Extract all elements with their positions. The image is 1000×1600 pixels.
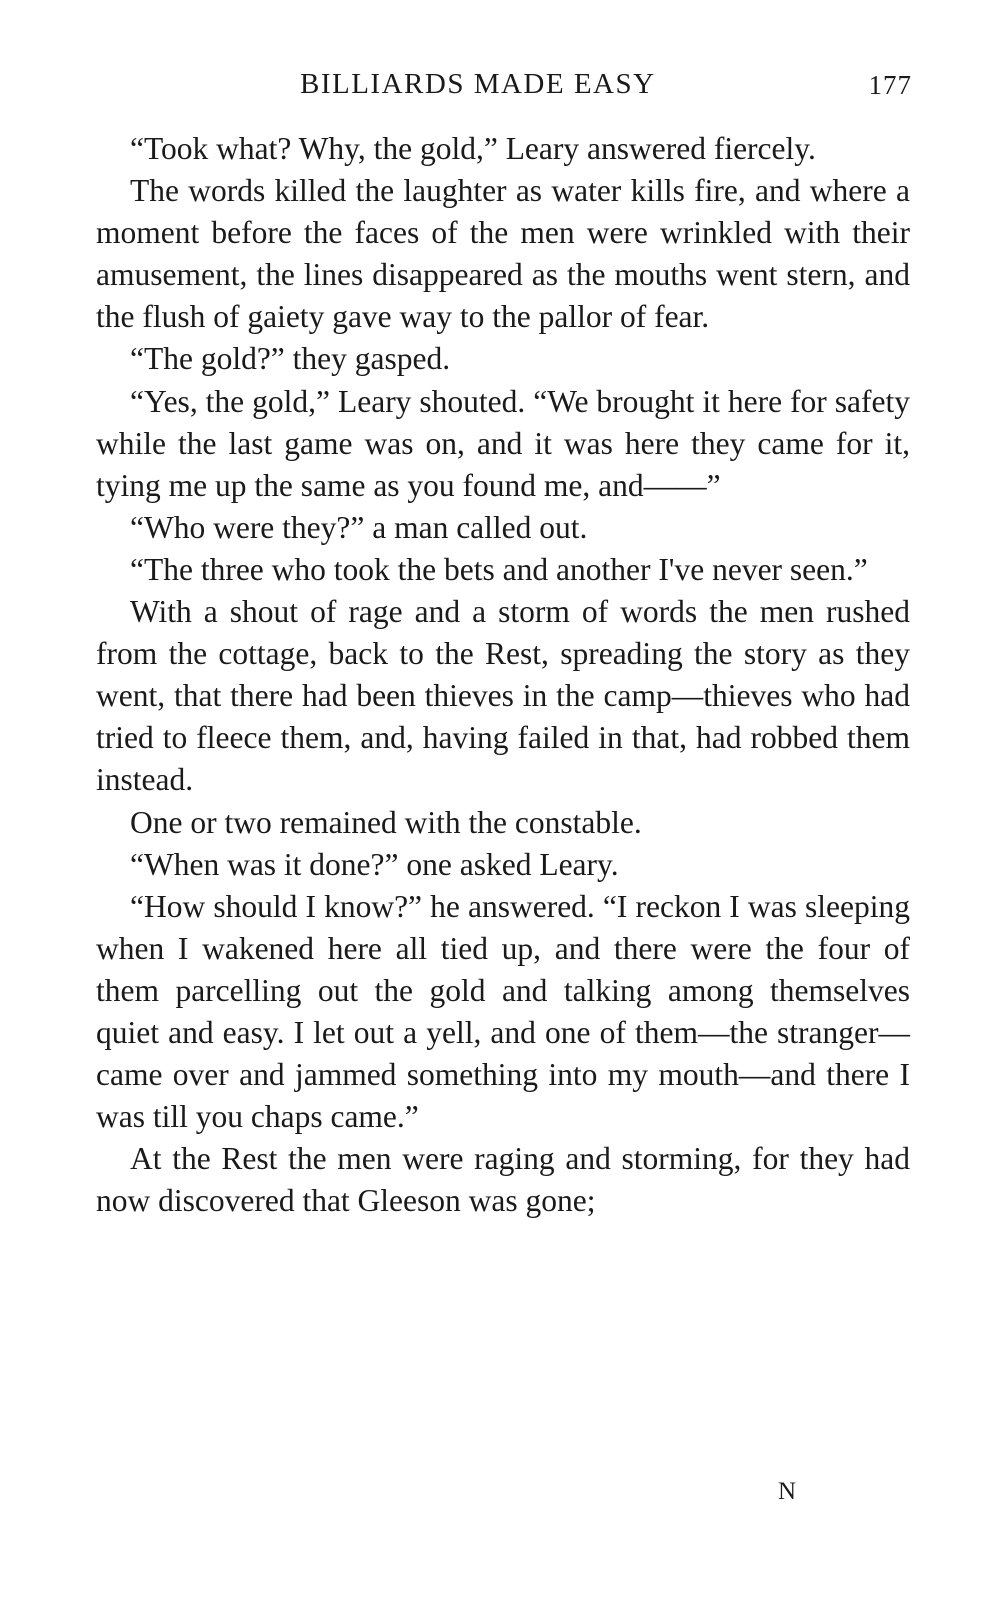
paragraph: The words killed the laughter as water kills fire, and where a moment before the faces of the men were wrinkled with their amusement, the lines disappeared as the mouths went stern, and the flush of gaiety gave way to the pallor of fear. xyxy=(96,173,910,335)
running-head xyxy=(0,68,1000,108)
paragraph: One or two remained with the constable. xyxy=(130,804,642,840)
paragraph: “Yes, the gold,” Leary shouted. “We brought it here for safety while the last game was on, and it was here they came for it, tying me up the same as you found me, and——” xyxy=(96,383,910,503)
page-number: 177 xyxy=(868,70,912,100)
signature-mark: N xyxy=(778,1478,798,1505)
paragraph: “Took what? Why, the gold,” Leary answered fiercely. xyxy=(130,131,816,166)
paragraph: “The gold?” they gasped. xyxy=(130,341,451,377)
paragraph: At the Rest the men were raging and storming, for they had now discovered that Gleeson was gone; xyxy=(96,1141,910,1219)
running-title: BILLIARDS MADE EASY xyxy=(300,68,656,100)
body-text xyxy=(96,128,910,1222)
paragraph: “How should I know?” he answered. “I reckon I was sleeping when I wakened here all tied up, and there were the four of them parcelling out the gold and talking among themselves quiet and easy. I let out a yell, and one of them—the stranger—came over and jammed something into my mouth—and there I was till you chaps came.” xyxy=(96,888,910,1135)
paragraph: “The three who took the bets and another I've never seen.” xyxy=(130,551,868,587)
paragraph: “Who were they?” a man called out. xyxy=(130,509,588,545)
paragraph: “When was it done?” one asked Leary. xyxy=(130,846,619,882)
paragraph: With a shout of rage and a storm of words the men rushed from the cottage, back to the Rest, spreading the story as they went, that there had been thieves in the camp—thieves who had tried to fleece them, and, having failed in that, had robbed them instead. xyxy=(96,594,910,798)
